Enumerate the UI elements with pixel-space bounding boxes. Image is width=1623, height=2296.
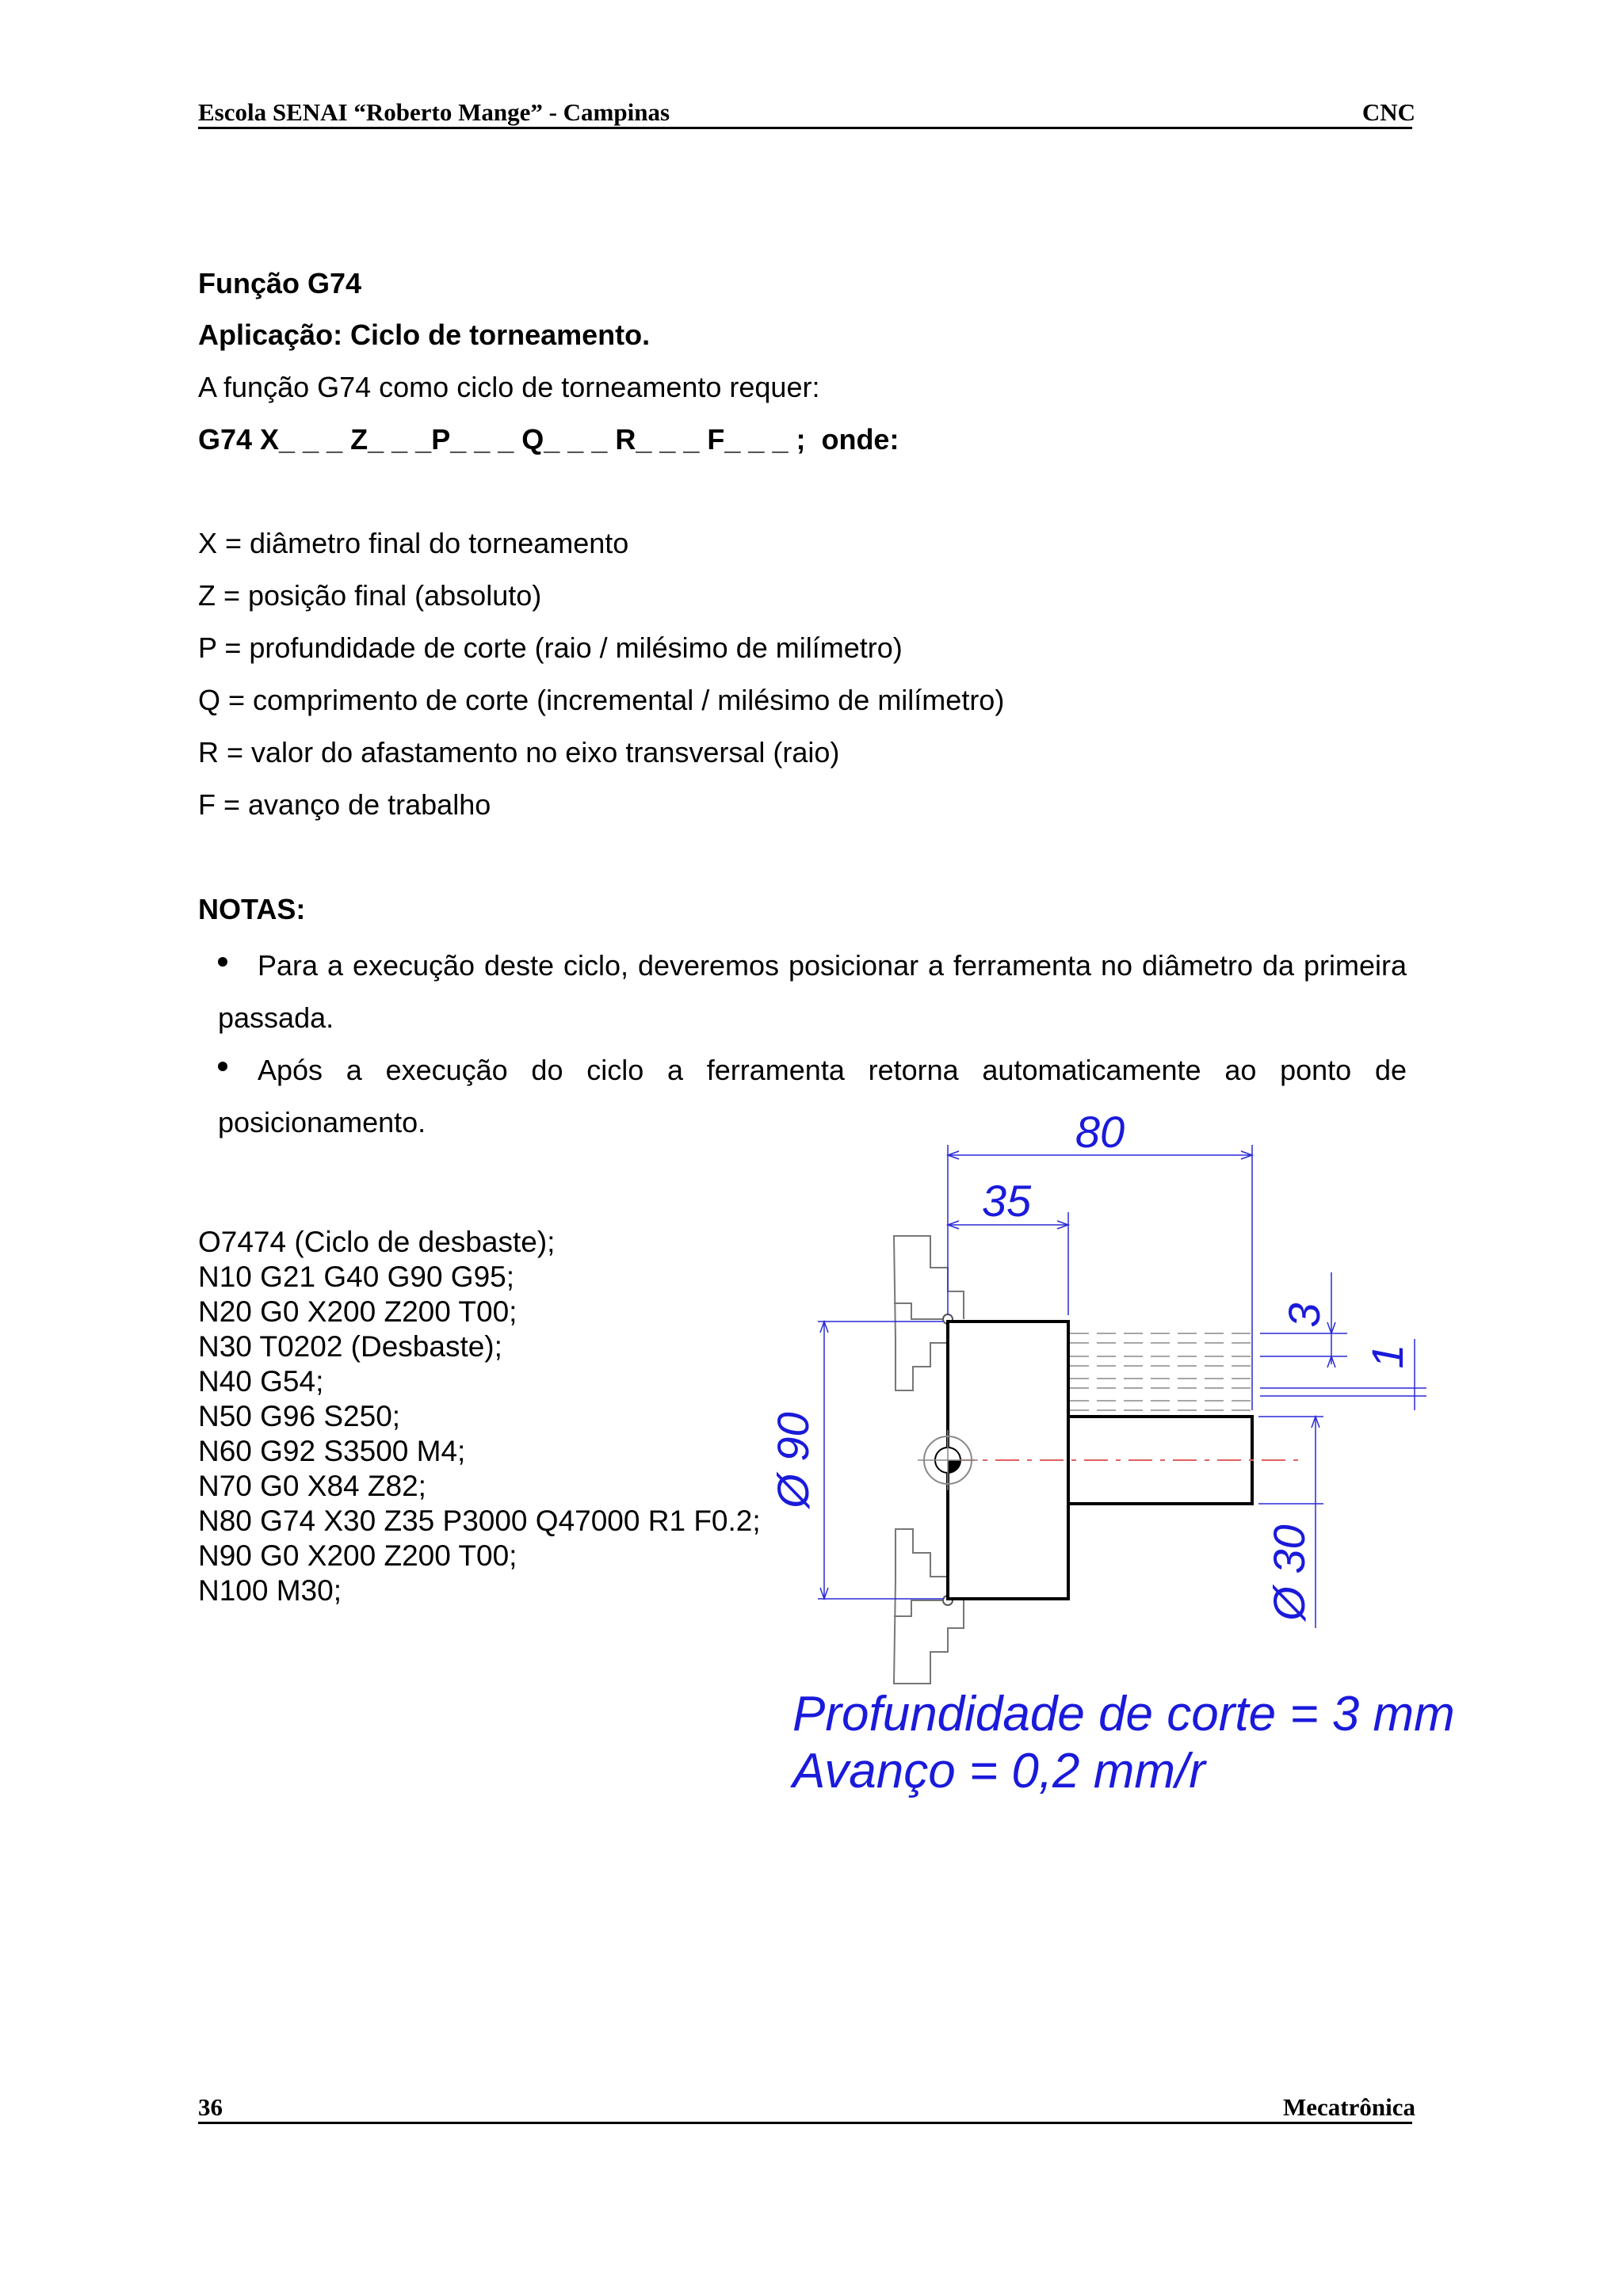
param-z: Z = posição final (absoluto) — [198, 579, 542, 612]
dimension-80: 80 — [1075, 1107, 1125, 1157]
dimension-1: 1 — [1362, 1344, 1412, 1369]
caption-feed: Avanço = 0,2 mm/r — [792, 1744, 1205, 1798]
syntax-line: G74 X_ _ _ Z_ _ _P_ _ _ Q_ _ _ R_ _ _ F_ _ _ ; onde: — [198, 423, 899, 456]
program-line: N50 G96 S250; — [198, 1400, 401, 1432]
program-line: N10 G21 G40 G90 G95; — [198, 1261, 515, 1293]
program-line: N90 G0 X200 Z200 T00; — [198, 1539, 517, 1572]
intro-line: A função G74 como ciclo de torneamento requer: — [198, 371, 820, 403]
note-text: Após a execução do ciclo a ferramenta retorna automaticamente ao ponto de posicionamento. — [218, 1054, 1407, 1138]
dimension-lines — [818, 1145, 1426, 1628]
footer-rule — [198, 2122, 1412, 2124]
program-line: N20 G0 X200 Z200 T00; — [198, 1295, 517, 1328]
param-p: P = profundidade de corte (raio / milésimo de milímetro) — [198, 631, 903, 664]
application-line: Aplicação: Ciclo de torneamento. — [198, 318, 651, 351]
dimension-diameter-30: Ø 30 — [1264, 1524, 1314, 1621]
param-r: R = valor do afastamento no eixo transversal (raio) — [198, 736, 840, 769]
section-title: Função G74 — [198, 267, 362, 299]
program-line: N30 T0202 (Desbaste); — [198, 1330, 502, 1363]
program-line: N80 G74 X30 Z35 P3000 Q47000 R1 F0.2; — [198, 1505, 761, 1537]
page-number: 36 — [198, 2093, 223, 2121]
param-f: F = avanço de trabalho — [198, 788, 491, 821]
cut-passes — [1070, 1333, 1252, 1410]
program-line: N70 G0 X84 Z82; — [198, 1470, 426, 1502]
header-subject: CNC — [1361, 98, 1415, 126]
note-text: Para a execução deste ciclo, deveremos posicionar a ferramenta no diâmetro da primeira passada. — [218, 949, 1407, 1034]
notes-title: NOTAS: — [198, 893, 306, 925]
caption-depth: Profundidade de corte = 3 mm — [792, 1687, 1455, 1741]
dimension-3: 3 — [1279, 1302, 1329, 1328]
program-line: N40 G54; — [198, 1365, 324, 1398]
program-line: O7474 (Ciclo de desbaste); — [198, 1226, 556, 1258]
param-q: Q = comprimento de corte (incremental / milésimo de milímetro) — [198, 684, 1005, 716]
program-line: N60 G92 S3500 M4; — [198, 1435, 466, 1467]
param-x: X = diâmetro final do torneamento — [198, 527, 629, 559]
dimension-35: 35 — [981, 1176, 1032, 1226]
dimension-diameter-90: Ø 90 — [768, 1412, 818, 1508]
footer-course: Mecatrônica — [1283, 2093, 1415, 2121]
program-line: N100 M30; — [198, 1574, 342, 1607]
header-school: Escola SENAI “Roberto Mange” - Campinas — [198, 98, 670, 126]
